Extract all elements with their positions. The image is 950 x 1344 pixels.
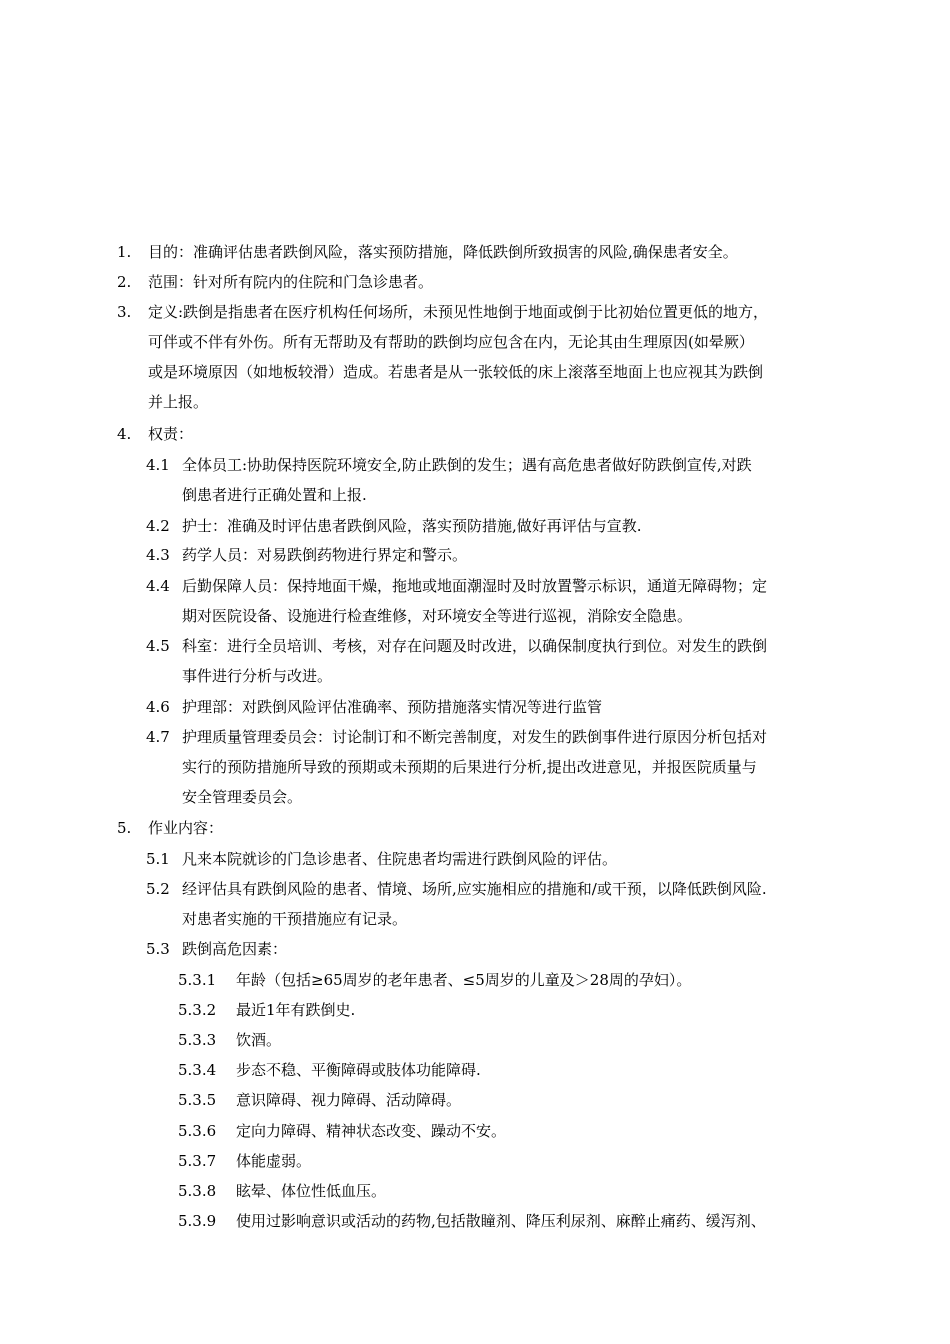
section-text: 或是环境原因（如地板较滑）造成。若患者是从一张较低的床上滚落至地面上也应视其为跌倒 <box>148 363 764 381</box>
subsection-text: 跌倒高危因素： <box>182 940 288 958</box>
subsection-number: 5.1 <box>146 850 170 868</box>
subsection-text: 经评估具有跌倒风险的患者、情境、场所,应实施相应的措施和/或干预，以降低跌倒风险. <box>182 880 767 898</box>
risk-factor-number: 5.3.4 <box>178 1061 217 1079</box>
risk-factor-number: 5.3.3 <box>178 1031 217 1049</box>
section-number: 4. <box>117 425 132 443</box>
subsection-text: 凡来本院就诊的门急诊患者、住院患者均需进行跌倒风险的评估。 <box>182 850 618 868</box>
subsection-text: 护士：准确及时评估患者跌倒风险，落实预防措施,做好再评估与宣教. <box>182 517 642 535</box>
subsection-number: 4.4 <box>146 577 170 595</box>
risk-factor-text: 体能虚弱。 <box>236 1152 312 1170</box>
risk-factor-number: 5.3.9 <box>178 1212 217 1230</box>
section-text: 可伴或不伴有外伤。所有无帮助及有帮助的跌倒均应包含在内，无论其由生理原因(如晕厥） <box>148 333 754 351</box>
subsection-number: 4.2 <box>146 517 170 535</box>
subsection-text: 安全管理委员会。 <box>182 788 303 806</box>
risk-factor-number: 5.3.1 <box>178 971 217 989</box>
section-text: 定义:跌倒是指患者在医疗机构任何场所，未预见性地倒于地面或倒于比初始位置更低的地方， <box>148 303 769 321</box>
risk-factor-text: 使用过影响意识或活动的药物,包括散瞳剂、降压利尿剂、麻醉止痛药、缓泻剂、 <box>236 1212 766 1230</box>
subsection-text: 对患者实施的干预措施应有记录。 <box>182 910 408 928</box>
section-text: 并上报。 <box>148 393 209 411</box>
subsection-text: 期对医院设备、设施进行检查维修，对环境安全等进行巡视，消除安全隐患。 <box>182 607 693 625</box>
section-heading: 权责： <box>148 425 194 443</box>
risk-factor-number: 5.3.2 <box>178 1001 217 1019</box>
risk-factor-text: 意识障碍、视力障碍、活动障碍。 <box>236 1091 462 1109</box>
subsection-number: 5.3 <box>146 940 170 958</box>
subsection-text: 后勤保障人员：保持地面干燥，拖地或地面潮湿时及时放置警示标识，通道无障碍物；定 <box>182 577 768 595</box>
subsection-number: 4.7 <box>146 728 170 746</box>
subsection-text: 药学人员：对易跌倒药物进行界定和警示。 <box>182 546 468 564</box>
section-text: 目的：准确评估患者跌倒风险，落实预防措施，降低跌倒所致损害的风险,确保患者安全。 <box>148 243 738 261</box>
subsection-text: 事件进行分析与改进。 <box>182 667 333 685</box>
section-heading: 作业内容： <box>148 819 224 837</box>
subsection-text: 科室：进行全员培训、考核，对存在问题及时改进，以确保制度执行到位。对发生的跌倒 <box>182 637 768 655</box>
risk-factor-number: 5.3.6 <box>178 1122 217 1140</box>
risk-factor-text: 年龄（包括≥65周岁的老年患者、≤5周岁的儿童及＞28周的孕妇）。 <box>236 971 692 989</box>
section-number: 3. <box>117 303 132 321</box>
section-text: 范围：针对所有院内的住院和门急诊患者。 <box>148 273 434 291</box>
subsection-text: 实行的预防措施所导致的预期或未预期的后果进行分析,提出改进意见，并报医院质量与 <box>182 758 757 776</box>
subsection-text: 倒患者进行正确处置和上报. <box>182 486 367 504</box>
risk-factor-text: 定向力障碍、精神状态改变、躁动不安。 <box>236 1122 507 1140</box>
subsection-text: 全体员工:协助保持医院环境安全,防止跌倒的发生；遇有高危患者做好防跌倒宣传,对跌 <box>182 456 752 474</box>
risk-factor-number: 5.3.7 <box>178 1152 217 1170</box>
risk-factor-text: 最近1年有跌倒史. <box>236 1001 356 1019</box>
subsection-number: 4.5 <box>146 637 170 655</box>
section-number: 2. <box>117 273 132 291</box>
subsection-number: 4.6 <box>146 698 170 716</box>
subsection-text: 护理质量管理委员会：讨论制订和不断完善制度，对发生的跌倒事件进行原因分析包括对 <box>182 728 768 746</box>
subsection-number: 4.3 <box>146 546 170 564</box>
risk-factor-number: 5.3.5 <box>178 1091 217 1109</box>
risk-factor-text: 眩晕、体位性低血压。 <box>236 1182 387 1200</box>
subsection-number: 5.2 <box>146 880 170 898</box>
section-number: 5. <box>117 819 132 837</box>
subsection-text: 护理部：对跌倒风险评估准确率、预防措施落实情况等进行监管 <box>182 698 603 716</box>
risk-factor-number: 5.3.8 <box>178 1182 217 1200</box>
risk-factor-text: 饮酒。 <box>236 1031 282 1049</box>
section-number: 1. <box>117 243 132 261</box>
subsection-number: 4.1 <box>146 456 170 474</box>
risk-factor-text: 步态不稳、平衡障碍或肢体功能障碍. <box>236 1061 481 1079</box>
